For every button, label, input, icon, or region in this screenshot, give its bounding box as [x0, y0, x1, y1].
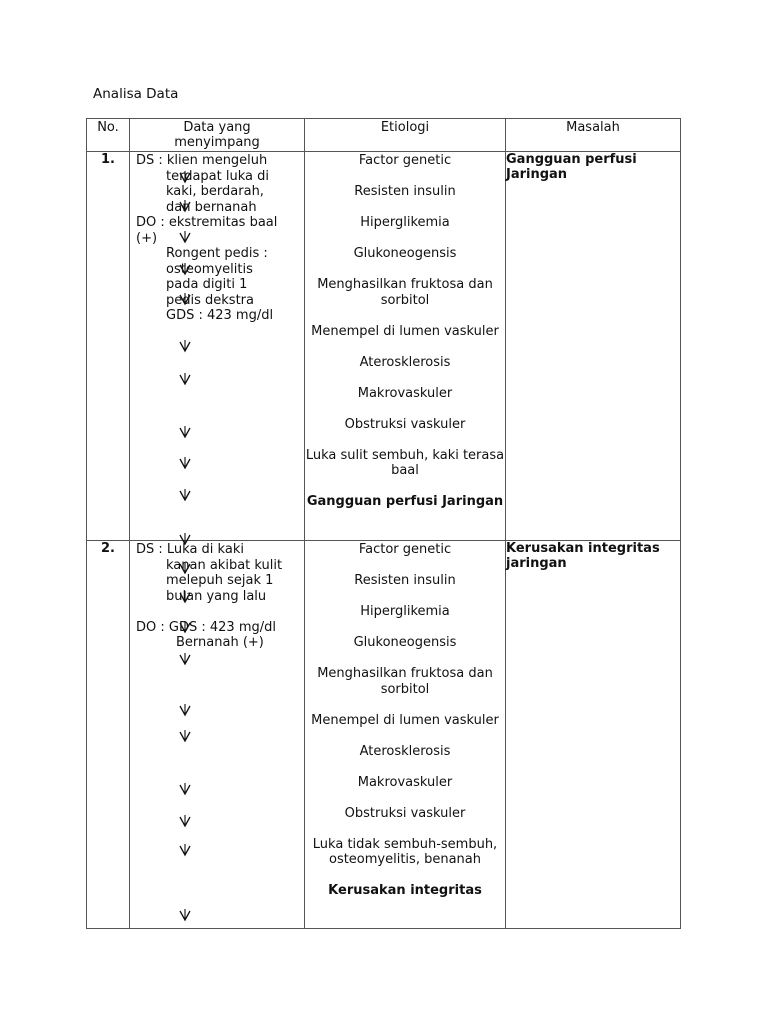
data-line: (+) [136, 230, 158, 246]
data-line: bulan yang lalu [166, 588, 267, 604]
etiologi-item: Hiperglikemia [360, 604, 450, 619]
etiologi-item: Resisten insulin [354, 573, 456, 588]
down-arrow-icon [178, 561, 192, 575]
down-arrow-icon [178, 703, 192, 717]
masalah-cell: Kerusakan integritas jaringan [506, 541, 681, 929]
data-line: GDS : 423 mg/dl [166, 308, 274, 323]
table-row [87, 541, 681, 929]
table-header-row [87, 119, 681, 152]
etiologi-item: Obstruksi vaskuler [344, 416, 466, 432]
etiologi-item: Aterosklerosis [359, 354, 451, 370]
down-arrow-icon [178, 729, 192, 743]
down-arrow-icon [178, 782, 192, 796]
data-line: DO : ekstremitas baal [136, 215, 278, 230]
etiologi-item: Menghasilkan fruktosa dan sorbitol [317, 277, 493, 308]
etiologi-cell [305, 152, 506, 541]
down-arrow-icon [178, 339, 192, 353]
down-arrow-icon [178, 456, 192, 470]
analysis-table [86, 118, 681, 929]
down-arrow-icon [178, 814, 192, 828]
etiologi-item: Makrovaskuler [357, 774, 453, 790]
data-line: Rongent pedis : [166, 246, 268, 261]
data-line: dan bernanah [166, 199, 257, 215]
row-number: 1. [87, 152, 130, 541]
down-arrow-icon [178, 199, 192, 213]
down-arrow-icon [178, 652, 192, 666]
down-arrow-icon [178, 590, 192, 604]
data-line: DO : GDS : 423 mg/dl [136, 619, 276, 635]
down-arrow-icon [178, 488, 192, 502]
data-line: kanan akibat kulit [166, 557, 283, 573]
etiologi-item: Glukoneogensis [353, 246, 457, 261]
down-arrow-icon [178, 170, 192, 184]
etiologi-item: Glukoneogensis [353, 635, 457, 650]
etiologi-list [305, 152, 505, 510]
masalah-cell: Gangguan perfusi Jaringan [506, 152, 681, 541]
etiologi-item: Luka sulit sembuh, kaki terasa baal [305, 447, 505, 478]
etiologi-item: Luka tidak sembuh-sembuh, osteomyelitis, benanah [312, 836, 498, 867]
etiologi-item: Kerusakan integritas [328, 883, 482, 898]
row-number: 2. [87, 541, 130, 929]
data-line: DS : klien mengeluh [136, 153, 268, 168]
header-data [130, 119, 305, 152]
down-arrow-icon [178, 620, 192, 634]
down-arrow-icon [178, 425, 192, 439]
etiologi-item: Hiperglikemia [360, 215, 450, 230]
data-line: terdapat luka di [166, 168, 269, 184]
header-no: No. [87, 119, 130, 152]
etiologi-item: Gangguan perfusi Jaringan [306, 494, 504, 509]
data-line: Bernanah (+) [176, 635, 264, 650]
data-line [136, 604, 302, 620]
data-line: pada digiti 1 [166, 277, 248, 292]
down-arrow-icon [178, 292, 192, 306]
etiologi-item: Resisten insulin [354, 184, 456, 199]
down-arrow-icon [178, 230, 192, 244]
down-arrow-icon [178, 262, 192, 276]
down-arrow-icon [178, 843, 192, 857]
header-masalah: Masalah [506, 119, 681, 152]
etiologi-item: Menghasilkan fruktosa dan sorbitol [317, 666, 493, 697]
etiologi-item: Menempel di lumen vaskuler [311, 712, 499, 728]
etiologi-item: Obstruksi vaskuler [344, 805, 466, 821]
etiologi-item: Factor genetic [358, 153, 452, 168]
data-line: kaki, berdarah, [166, 184, 264, 199]
data-line: pedis dekstra [166, 292, 254, 308]
down-arrow-icon [178, 372, 192, 386]
down-arrow-icon [178, 908, 192, 922]
data-text [136, 153, 302, 324]
data-line: osteomyelitis [166, 261, 253, 277]
etiologi-item: Factor genetic [358, 542, 452, 557]
data-text [136, 542, 302, 651]
data-cell [130, 541, 305, 929]
etiologi-item: Aterosklerosis [359, 743, 451, 759]
header-etiologi: Etiologi [305, 119, 506, 152]
etiologi-item: Makrovaskuler [357, 385, 453, 401]
header-data-label: Data yang menyimpang [174, 120, 260, 150]
data-line: DS : Luka di kaki [136, 542, 244, 557]
page-title: Analisa Data [93, 86, 179, 102]
etiologi-item: Menempel di lumen vaskuler [311, 323, 499, 339]
table-row [87, 152, 681, 541]
data-line: melepuh sejak 1 [166, 573, 274, 588]
etiologi-cell [305, 541, 506, 929]
data-cell [130, 152, 305, 541]
etiologi-list [305, 541, 505, 899]
